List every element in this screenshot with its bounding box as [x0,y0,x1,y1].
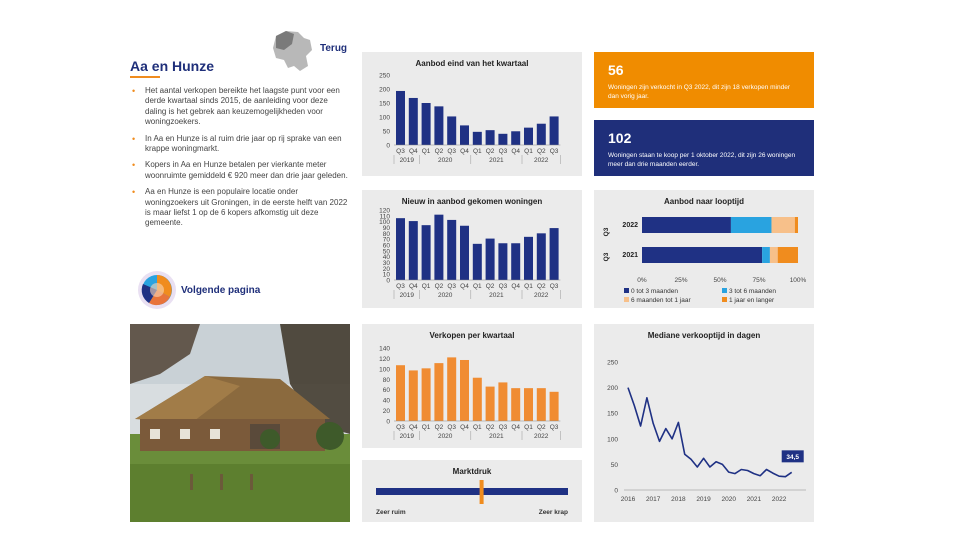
x-tick-label: 2017 [645,496,661,503]
legend-label: 0 tot 3 maanden [631,288,678,295]
legend-swatch [624,288,629,293]
new-supply-chart-card [362,190,582,308]
x-tick-label: Q4 [511,148,521,155]
x-tick-label: Q3 [549,283,559,290]
x-tick-label: Q4 [460,148,469,155]
bar [511,243,520,280]
x-tick-label: Q1 [472,424,482,431]
supply-chart-card [362,52,582,176]
bar-segment [642,217,731,233]
back-link[interactable]: Terug [320,43,348,54]
y-tick-label: 60 [382,242,390,250]
y-tick-label: 250 [379,72,390,80]
title-underline [130,76,160,78]
supply-chart [362,52,582,176]
year-label: 2020 [437,292,453,299]
x-tick-label: Q4 [511,283,521,290]
bar [550,228,559,280]
y-tick-label: 0 [386,142,390,150]
y-tick-label: 110 [379,213,390,221]
x-tick-label: 2020 [721,496,736,503]
bar [447,220,456,280]
x-tick-label: Q1 [421,283,431,290]
x-tick-label: 25% [674,277,688,284]
bar [524,128,533,145]
bar [396,218,405,280]
x-tick-label: Q3 [549,148,559,155]
year-label: 2019 [399,292,415,299]
x-tick-label: 2021 [746,496,762,503]
y-tick-label: 100 [607,436,618,444]
bar-segment [642,247,762,263]
x-tick-label: Q1 [421,148,431,155]
year-label: 2021 [489,292,504,299]
data-label: 34,5 [786,453,800,461]
x-tick-label: Q2 [434,283,444,290]
x-tick-label: Q3 [396,424,405,431]
y-tick-label: 250 [607,359,618,367]
y-tick-label: 60 [382,387,390,395]
bar [550,116,559,145]
y-tick-label: 10 [382,271,390,279]
bullet-item: • Het aantal verkopen bereikte het laagste punt voor een derde kwartaal sinds 2015, de aanleiding voor deze daling is het gebrek aan keuzemogelijkheden voor woningzoekers. [130,86,348,128]
year-label: 2019 [399,157,415,164]
bar [460,226,469,280]
x-tick-label: Q3 [396,148,405,155]
y-tick-label: 90 [382,225,390,232]
bar [396,91,405,145]
x-tick-label: Q2 [536,148,546,155]
bar [396,365,405,421]
bar-segment [762,247,770,263]
bullet-item: • Kopers in Aa en Hunze betalen per vierkante meter woonruimte gemiddeld € 920 meer dan drie jaar geleden. [130,160,348,181]
category-label: 2022 [622,222,638,229]
bar [447,116,456,145]
year-label: 2022 [533,292,549,299]
y-tick-label: 150 [607,410,618,418]
sales-chart-card [362,324,582,448]
pie-chart-icon[interactable] [137,270,177,310]
gauge-track [376,488,568,495]
bar [537,124,546,145]
bullet-item: • Aa en Hunze is een populaire locatie onder woningzoekers uit Groningen, in de eerste helft van 2022 is maar liefst 1 op de 6 kopers afkomstig uit deze gemeente. [130,187,348,229]
y-tick-label: 200 [607,385,618,393]
bar [550,392,559,421]
y-tick-label: 40 [382,254,390,262]
year-label: 2019 [399,433,415,440]
x-tick-label: Q1 [421,424,431,431]
series-line [628,388,792,477]
year-label: 2021 [489,433,504,440]
legend-label: 3 tot 6 maanden [729,288,776,295]
legend-label: 6 maanden tot 1 jaar [631,297,691,304]
bar [434,215,443,280]
legend-swatch [722,297,727,302]
new-supply-chart [362,190,582,308]
gauge-left-label: Zeer ruim [376,509,406,516]
bar [409,221,418,280]
y-tick-label: 200 [379,86,390,94]
bar-segment [771,217,794,233]
legend-label: 1 jaar en langer [729,297,775,304]
bar [486,130,495,145]
bar [422,368,431,421]
bar [498,382,507,421]
x-tick-label: Q4 [408,283,418,290]
y-tick-label: 80 [382,230,390,238]
bar-segment [770,247,778,263]
market-pressure-card [362,460,582,522]
next-page-link[interactable]: Volgende pagina [181,285,261,296]
x-tick-label: 50% [713,277,727,284]
bar [537,388,546,421]
x-tick-label: Q4 [511,424,521,431]
gauge-right-label: Zeer krap [538,509,568,516]
bar [511,131,520,145]
legend-swatch [624,297,629,302]
bar [486,387,495,421]
y-axis-title: Q3 [603,252,610,262]
sales-time-chart [594,324,814,522]
y-tick-label: 80 [382,376,390,384]
bar-segment [778,247,798,263]
bar [460,360,469,421]
y-axis-title: Q3 [603,227,610,237]
bar [524,237,533,280]
duration-chart-card [594,190,814,308]
bar [473,132,482,145]
bar [473,244,482,280]
x-tick-label: Q2 [485,148,495,155]
category-label: 2021 [622,252,638,259]
x-tick-label: Q2 [434,148,444,155]
sales-time-chart-card [594,324,814,522]
bar [524,388,533,421]
bar [498,243,507,280]
year-label: 2020 [437,157,453,164]
x-tick-label: Q3 [396,283,405,290]
gauge-marker [480,480,484,504]
y-tick-label: 120 [379,207,390,215]
y-tick-label: 140 [379,345,390,353]
x-tick-label: Q4 [408,424,418,431]
for-sale-kpi-card [594,120,814,176]
y-tick-label: 50 [610,461,618,469]
summary-bullets [130,86,348,235]
bar [498,134,507,145]
municipality-map-icon[interactable] [270,28,316,74]
market-pressure-gauge [362,460,582,522]
y-tick-label: 100 [379,219,390,227]
bar [473,378,482,421]
x-tick-label: Q4 [460,283,469,290]
x-tick-label: 2016 [620,496,636,503]
y-tick-label: 20 [382,265,390,273]
bullet-item: • In Aa en Hunze is al ruim drie jaar op rij sprake van een krappe woningmarkt. [130,134,348,155]
x-tick-label: Q4 [460,424,469,431]
sales-time-chart-title: Mediane verkooptijd in dagen [647,331,761,340]
y-tick-label: 0 [386,418,390,426]
year-label: 2020 [437,433,453,440]
y-tick-label: 20 [382,408,390,416]
x-tick-label: Q3 [447,283,457,290]
farmhouse-photo [130,324,350,522]
y-tick-label: 0 [386,277,390,285]
y-tick-label: 50 [382,128,390,136]
duration-chart-title: Aanbod naar looptijd [664,197,744,206]
bar [486,239,495,280]
y-tick-label: 100 [379,366,390,374]
x-tick-label: Q1 [472,283,482,290]
legend-swatch [722,288,727,293]
supply-chart-title: Aanbod eind van het kwartaal [415,59,529,68]
sold-kpi-text: Woningen zijn verkocht in Q3 2022, dit zijn 18 verkopen minder dan vorig jaar. [608,84,790,100]
x-tick-label: Q3 [447,424,457,431]
x-tick-label: Q1 [472,148,482,155]
y-tick-label: 30 [382,260,390,267]
x-tick-label: Q2 [485,424,495,431]
sales-chart-title: Verkopen per kwartaal [429,331,515,340]
page-title: Aa en Hunze [130,58,215,74]
bar-segment [795,217,798,233]
x-tick-label: 2019 [696,496,711,503]
x-tick-label: 2022 [771,496,787,503]
x-tick-label: Q2 [485,283,495,290]
year-label: 2021 [489,157,504,164]
bar [422,225,431,280]
x-tick-label: Q1 [524,424,533,431]
x-tick-label: Q3 [447,148,457,155]
x-tick-label: Q3 [549,424,559,431]
x-tick-label: Q2 [536,424,546,431]
bar [434,106,443,145]
year-label: 2022 [533,157,549,164]
sales-chart [362,324,582,448]
year-label: 2022 [533,433,549,440]
market-pressure-title: Marktdruk [452,467,492,476]
x-tick-label: 0% [637,277,647,284]
bar [511,388,520,421]
y-tick-label: 40 [382,397,390,405]
new-supply-chart-title: Nieuw in aanbod gekomen woningen [401,197,543,206]
y-tick-label: 50 [382,248,390,256]
y-tick-label: 150 [379,100,390,108]
x-tick-label: Q3 [498,283,508,290]
sold-kpi-value: 56 [608,62,624,78]
bar [537,233,546,280]
bar [409,98,418,145]
x-tick-label: 2018 [671,496,686,503]
for-sale-kpi-text: Woningen staan te koop per 1 oktober 2022, dit zijn 26 woningen meer dan drie maanden eerder. [608,152,796,168]
x-tick-label: Q3 [498,424,508,431]
sold-kpi-card [594,52,814,108]
x-tick-label: Q2 [434,424,444,431]
bar [447,357,456,421]
bar [422,103,431,145]
bar [460,125,469,145]
y-tick-label: 100 [379,114,390,122]
x-tick-label: 75% [752,277,766,284]
y-tick-label: 0 [614,487,618,495]
x-tick-label: Q3 [498,148,508,155]
x-tick-label: Q4 [408,148,418,155]
for-sale-kpi-value: 102 [608,130,632,146]
x-tick-label: Q1 [524,148,533,155]
y-tick-label: 70 [382,236,390,244]
x-tick-label: Q1 [524,283,533,290]
bar [409,370,418,421]
duration-chart [594,190,814,308]
bar [434,363,443,421]
y-tick-label: 120 [379,355,390,363]
x-tick-label: 100% [789,277,807,284]
x-tick-label: Q2 [536,283,546,290]
bar-segment [731,217,772,233]
